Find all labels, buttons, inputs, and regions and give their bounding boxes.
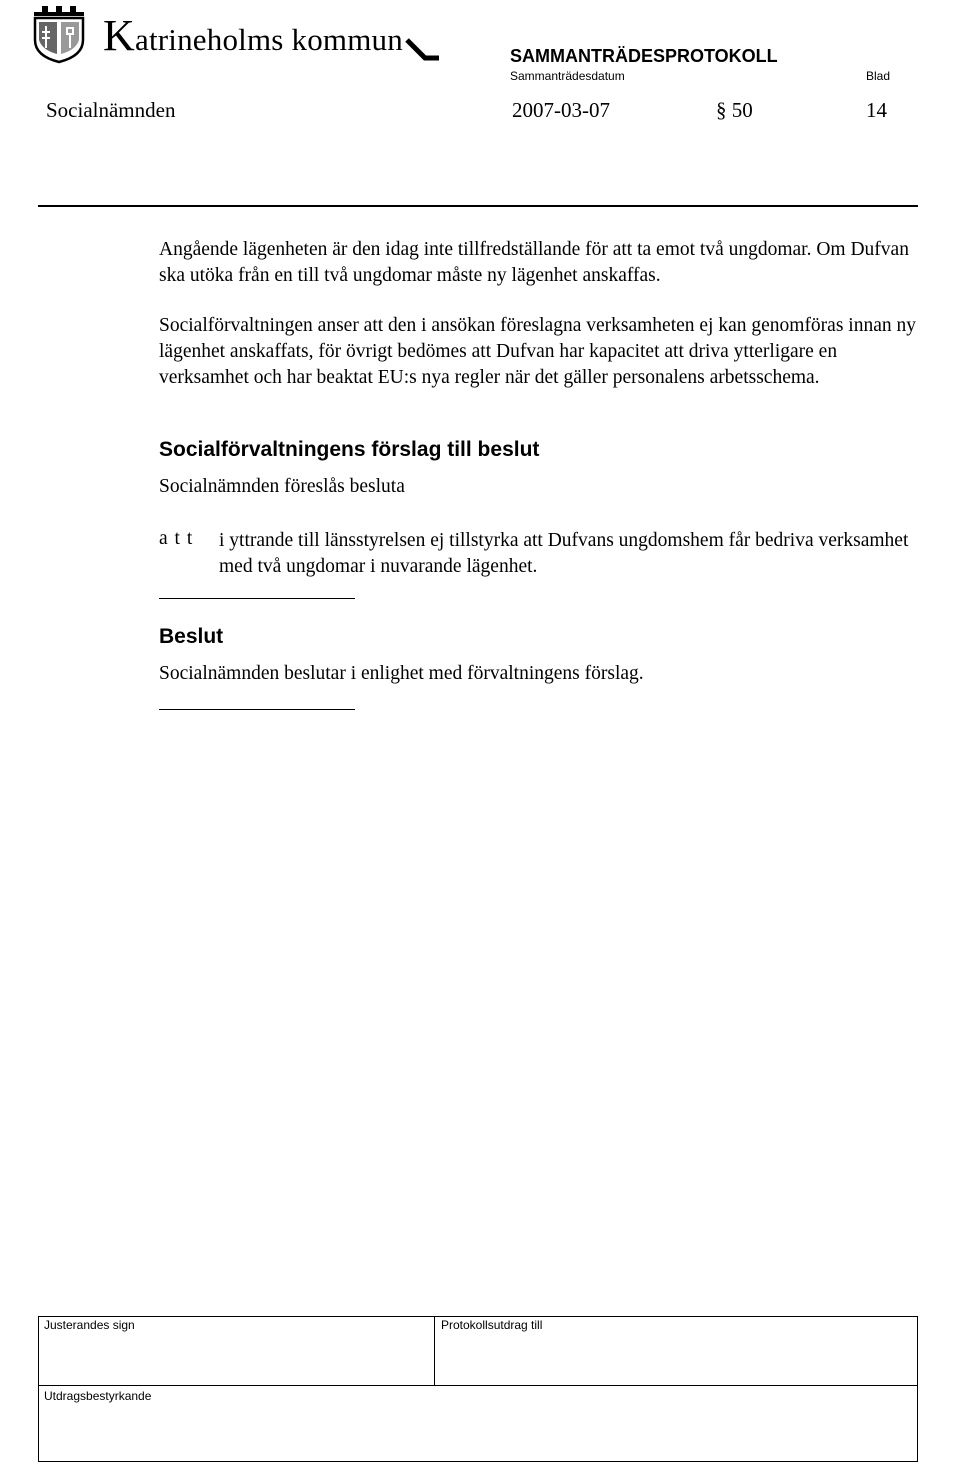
section-divider bbox=[159, 709, 355, 710]
certification-label: Utdragsbestyrkande bbox=[44, 1389, 152, 1403]
header-divider bbox=[38, 205, 918, 207]
section-divider bbox=[159, 598, 355, 599]
meeting-date: 2007-03-07 bbox=[512, 98, 610, 122]
municipality-name bbox=[103, 11, 403, 60]
document-type: SAMMANTRÄDESPROTOKOLL bbox=[510, 46, 778, 66]
committee-name: Socialnämnden bbox=[46, 98, 176, 122]
proposal-intro: Socialnämnden föreslås besluta bbox=[159, 476, 405, 497]
signature-box bbox=[38, 1316, 918, 1462]
section-number: § 50 bbox=[716, 98, 753, 122]
decision-text: Socialnämnden beslutar i enlighet med förvaltningens förslag. bbox=[159, 663, 644, 684]
meeting-date-label: Sammanträdesdatum bbox=[510, 69, 625, 83]
heading-proposal: Socialförvaltningens förslag till beslut bbox=[159, 438, 540, 461]
signature-box-divider bbox=[434, 1316, 435, 1386]
att-clause: i yttrande till länsstyrelsen ej tillstyrka att Dufvans ungdomshem får bedriva verksamhet med två ungdomar i nuvarande lägenhet. bbox=[219, 530, 909, 577]
logo-swoosh-icon bbox=[405, 36, 441, 62]
page-number: 14 bbox=[866, 98, 887, 122]
att-label: a t t bbox=[159, 528, 194, 549]
adjuster-sign-label: Justerandes sign bbox=[44, 1318, 135, 1332]
extract-to-label: Protokollsutdrag till bbox=[441, 1318, 543, 1332]
signature-box-divider bbox=[38, 1385, 918, 1386]
page-label: Blad bbox=[866, 69, 891, 83]
heading-decision: Beslut bbox=[159, 625, 224, 648]
logo-name-rest: atrineholms kommun bbox=[134, 22, 403, 57]
paragraph-assessment: Socialförvaltningen anser att den i ansökan föreslagna verksamheten ej kan genomföras innan ny lägenhet anskaffats, för övrigt bedömes att Dufvan har kapacitet att driva ytterligare en verksamhet och har beaktat EU:s nya regler när det gäller personalens arbetsschema. bbox=[159, 315, 916, 388]
paragraph-apartment: Angående lägenheten är den idag inte tillfredställande för att ta emot två ungdomar. Om Dufvan ska utöka från en till två ungdomar måste ny lägenhet anskaffas. bbox=[159, 239, 909, 286]
municipal-crest-icon bbox=[30, 2, 88, 64]
logo-initial: K bbox=[103, 11, 135, 60]
